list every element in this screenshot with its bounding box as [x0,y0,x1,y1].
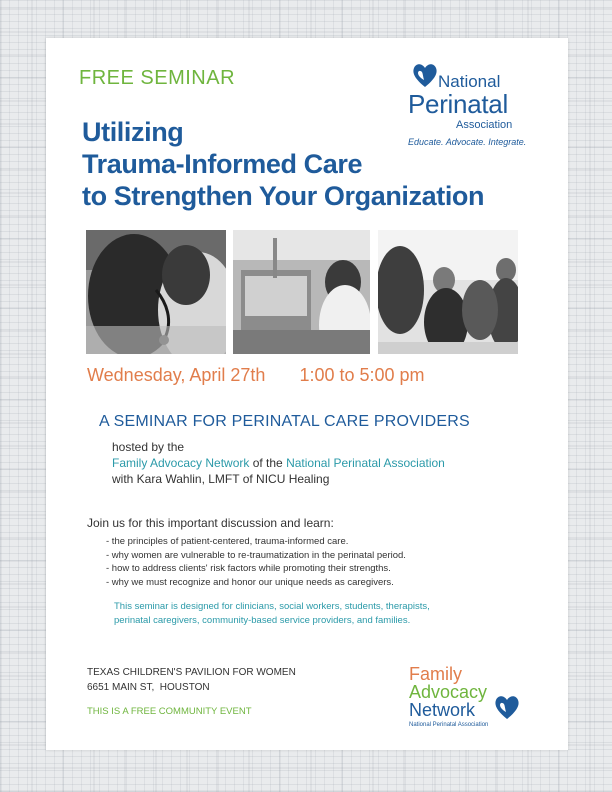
presenter-line: with Kara Wahlin, LMFT of NICU Healing [112,472,330,486]
free-event-note: THIS IS A FREE COMMUNITY EVENT [87,706,252,717]
fan-name-family: Family [409,664,462,684]
event-date: Wednesday, April 27th [87,365,266,385]
host-line [112,455,445,471]
fan-subtitle: National Perinatal Association [409,722,489,728]
learn-intro: Join us for this important discussion and learn: [87,516,334,530]
flyer-page [46,38,568,750]
photo-nicu [233,230,370,354]
event-date-time [87,365,425,386]
fan-name-advocacy: Advocacy [409,682,488,702]
list-item: - why women are vulnerable to re-traumatization in the perinatal period. [106,549,406,561]
photo-stethoscope-exam [86,230,226,354]
heart-logo-icon [492,692,522,722]
hosted-by-label: hosted by the [112,440,185,454]
fan-name-network: Network [409,700,476,720]
learn-list [106,535,406,589]
parent-org-link[interactable]: National Perinatal Association [286,456,445,470]
photo-group-discussion [378,230,518,354]
npa-tagline: Educate. Advocate. Integrate. [408,137,527,147]
audience-line: perinatal caregivers, community-based service providers, and families. [114,615,411,626]
event-time: 1:00 to 5:00 pm [299,365,425,385]
audience-note [114,600,430,628]
title-line: to Strengthen Your Organization [82,181,485,211]
heart-logo-icon [410,60,440,90]
npa-name-association: Association [456,119,513,131]
npa-logo [406,58,556,150]
venue-name: TEXAS CHILDREN'S PAVILION FOR WOMEN [87,667,296,678]
list-item: - why we must recognize and honor our unique needs as caregivers. [106,576,394,588]
list-item: - the principles of patient-centered, trauma-informed care. [106,536,349,547]
host-org-link[interactable]: Family Advocacy Network [112,456,250,470]
hosted-by-block [112,439,445,487]
seminar-heading: A SEMINAR FOR PERINATAL CARE PROVIDERS [99,413,470,430]
seminar-kicker: FREE SEMINAR [79,67,236,89]
venue-address: 6651 MAIN ST, HOUSTON [87,682,210,693]
title-line: Trauma-Informed Care [82,149,363,179]
title-line: Utilizing [82,117,184,147]
npa-name-national: National [438,72,501,91]
audience-line: This seminar is designed for clinicians, social workers, students, therapists, [114,601,430,612]
host-of-the: of the [249,456,287,470]
list-item: - how to address clients' risk factors while promoting their strengths. [106,563,391,574]
npa-name-perinatal: Perinatal [408,89,508,119]
fan-logo [408,664,558,744]
venue-block [87,665,296,695]
